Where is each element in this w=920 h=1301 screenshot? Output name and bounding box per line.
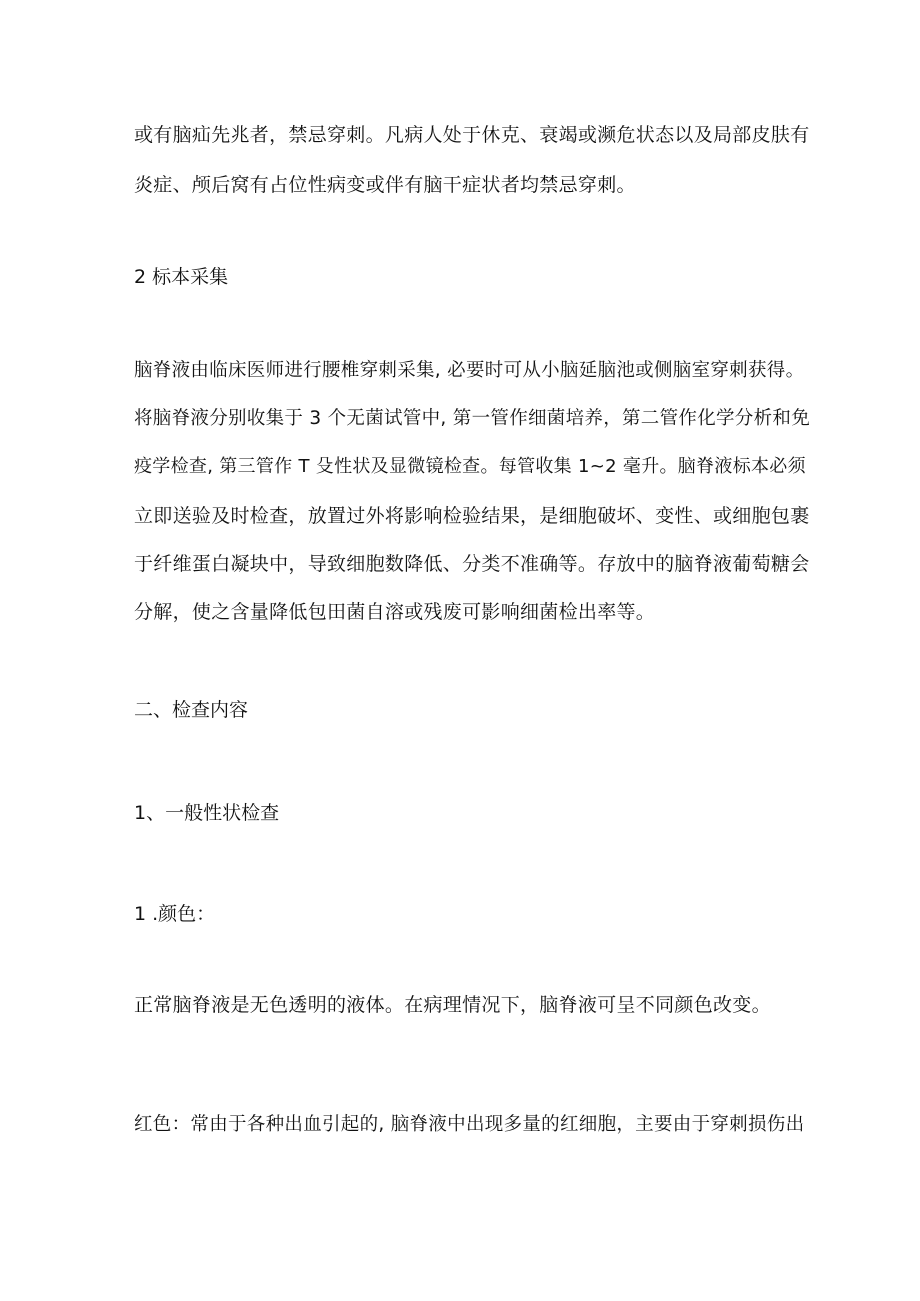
sample-line-1: 脑脊液由临床医师进行腰椎穿刺采集, 必要时可从小脑延脑池或侧脑室穿刺获得。 (134, 360, 805, 381)
heading-general-exam: 1、一般性状检查 (134, 802, 280, 824)
intro-line-1: 或有脑疝先兆者，禁忌穿刺。凡病人处于休克、衰竭或濒危状态以及局部皮肤有 (134, 124, 810, 146)
sample-line-2: 将脑脊液分别收集于 3 个无菌试管中, 第一管作细菌培养，第二管作化学分析和免 (134, 408, 810, 429)
sample-line-5: 于纤维蛋白凝块中，导致细胞数降低、分类不准确等。存放中的脑脊液葡萄糖会 (134, 553, 810, 575)
heading-exam-content: 二、检查内容 (134, 699, 249, 721)
heading-sample-collection: 2 标本采集 (134, 266, 229, 288)
heading-color: 1 .颜色： (134, 903, 216, 925)
intro-line-2: 炎症、颅后窝有占位性病变或伴有脑干症状者均禁忌穿刺。 (134, 174, 636, 196)
sample-line-4: 立即送验及时检查，放置过外将影响检验结果，是细胞破坏、变性、或细胞包裹 (134, 505, 810, 527)
color-normal-line: 正常脑脊液是无色透明的液体。在病理情况下，脑脊液可呈不同颜色改变。 (134, 994, 771, 1016)
sample-line-3: 疫学检查, 第三管作 T 殳性状及显微镜检查。每管收集 1~2 毫升。脑脊液标本必须 (134, 456, 806, 477)
sample-line-6: 分解，使之含量降低包田菌自溶或残废可影响细菌检出率等。 (134, 601, 656, 623)
color-red-line: 红色：常由于各种出血引起的, 脑脊液中出现多量的红细胞，主要由于穿刺损伤出 (134, 1114, 805, 1135)
